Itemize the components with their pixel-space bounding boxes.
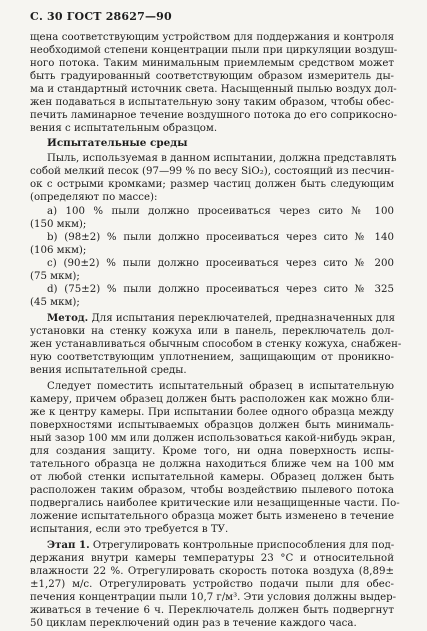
text-line: установки на стенку кожуха или в панель, переключатель дол- — [30, 326, 394, 337]
list-item-line: (75 мкм); — [30, 271, 80, 282]
method-paragraph-first-line — [47, 312, 394, 325]
text-line: же к центру камеры. При испытании более одного образца между — [30, 407, 394, 418]
list-item-line: (106 мкм); — [30, 245, 87, 256]
list-item-line: а) 100 % пыли должно просеиваться через сито № 100 — [47, 206, 394, 217]
section-heading: Испытательные среды — [47, 137, 188, 149]
text-line: тательного образца не должна находиться ближе чем на 100 мм — [30, 459, 394, 470]
list-item-line: c) (90±2) % пыли должно просеиваться через сито № 200 — [47, 258, 394, 269]
text-segment: Для испытания переключателей, предназначенных для — [88, 313, 396, 324]
text-line: живаться в течение 6 ч. Переключатель должен быть подвергнут — [30, 605, 394, 616]
text-line: ма и стандартный источник света. Насыщенный пылью воздух дол- — [30, 84, 397, 95]
text-line: ную соответствующим уплотнением, защищающим от проникно- — [30, 352, 394, 363]
text-line: испытания, если это требуется в ТУ. — [30, 524, 229, 535]
text-line: Пыль, используемая в данном испытании, должна представлять — [47, 153, 397, 164]
stage-lead: Этап 1. — [47, 539, 90, 551]
stage-paragraph-first-line — [47, 539, 394, 552]
method-lead: Метод. — [47, 312, 89, 324]
list-item-line: (45 мкм); — [30, 297, 80, 308]
text-line: (определяют по массе): — [30, 192, 158, 203]
text-line: Следует поместить испытательный образец в испытательную — [47, 381, 394, 392]
text-line: ложение испытательного образца может быть изменено в течение — [30, 511, 394, 522]
text-line: жен устанавливаться обычным способом в стенку кожуха, снабжен- — [30, 339, 402, 350]
text-line: держания внутри камеры температуры 23 °С и относительной — [30, 553, 394, 564]
text-line: 50 циклам переключений один раз в течение каждого часа. — [30, 618, 357, 629]
text-line: вения с испытательным образцом. — [30, 123, 218, 134]
text-line: поверхностями испытываемых образцов должен быть минималь- — [30, 420, 394, 431]
text-line: печить ламинарное течение воздушного потока до его соприкосно- — [30, 110, 397, 121]
text-line: подвергались наиболее критические или незащищенные части. По- — [30, 498, 400, 509]
text-line: для создания защиту. Кроме того, ни одна поверхность испы- — [30, 446, 394, 457]
text-line: ный зазор 100 мм или должен использоваться какой-нибудь экран, — [30, 433, 396, 444]
list-item-line: (150 мкм); — [30, 219, 87, 230]
text-line: ±1,27) м/с. Отрегулировать устройство подачи пыли для обес- — [30, 579, 394, 590]
text-line: расположен таким образом, чтобы воздействию пылевого потока — [30, 485, 394, 496]
text-line: влажности 22 %. Отрегулировать скорость потока воздуха (8,89± — [30, 566, 394, 577]
list-item-line: b) (98±2) % пыли должно просеиваться через сито № 140 — [47, 232, 394, 243]
text-line: ного потока. Таким минимальным приемлемым средством может — [30, 58, 394, 69]
text-line: ок с острыми кромками; размер частиц должен быть следующим — [30, 179, 394, 190]
page-header: С. 30 ГОСТ 28627—90 — [30, 10, 172, 23]
text-line: необходимой степени концентрации пыли при циркуляции воздуш- — [30, 45, 398, 56]
text-line: печения концентрации пыли 10,7 г/м³. Эти условия должны выдер- — [30, 592, 397, 603]
text-line: камеру, причем образец должен быть расположен как можно бли- — [30, 394, 394, 405]
text-line: собой мелкий песок (97—99 % по весу SiO₂), состоящий из песчин- — [30, 166, 395, 177]
text-line: быть градуированный соответствующим образом измеритель ды- — [30, 71, 394, 82]
text-segment: Отрегулировать контрольные приспособления для под- — [89, 540, 395, 551]
text-line: жен подаваться в испытательную зону таким образом, чтобы обес- — [30, 97, 394, 108]
text-line: щена соответствующим устройством для поддержания и контроля — [30, 32, 394, 43]
list-item-line: d) (75±2) % пыли должно просеиваться через сито № 325 — [47, 284, 394, 295]
text-line: от любой стенки испытательной камеры. Образец должен быть — [30, 472, 394, 483]
text-line: вения испытательной среды. — [30, 365, 187, 376]
